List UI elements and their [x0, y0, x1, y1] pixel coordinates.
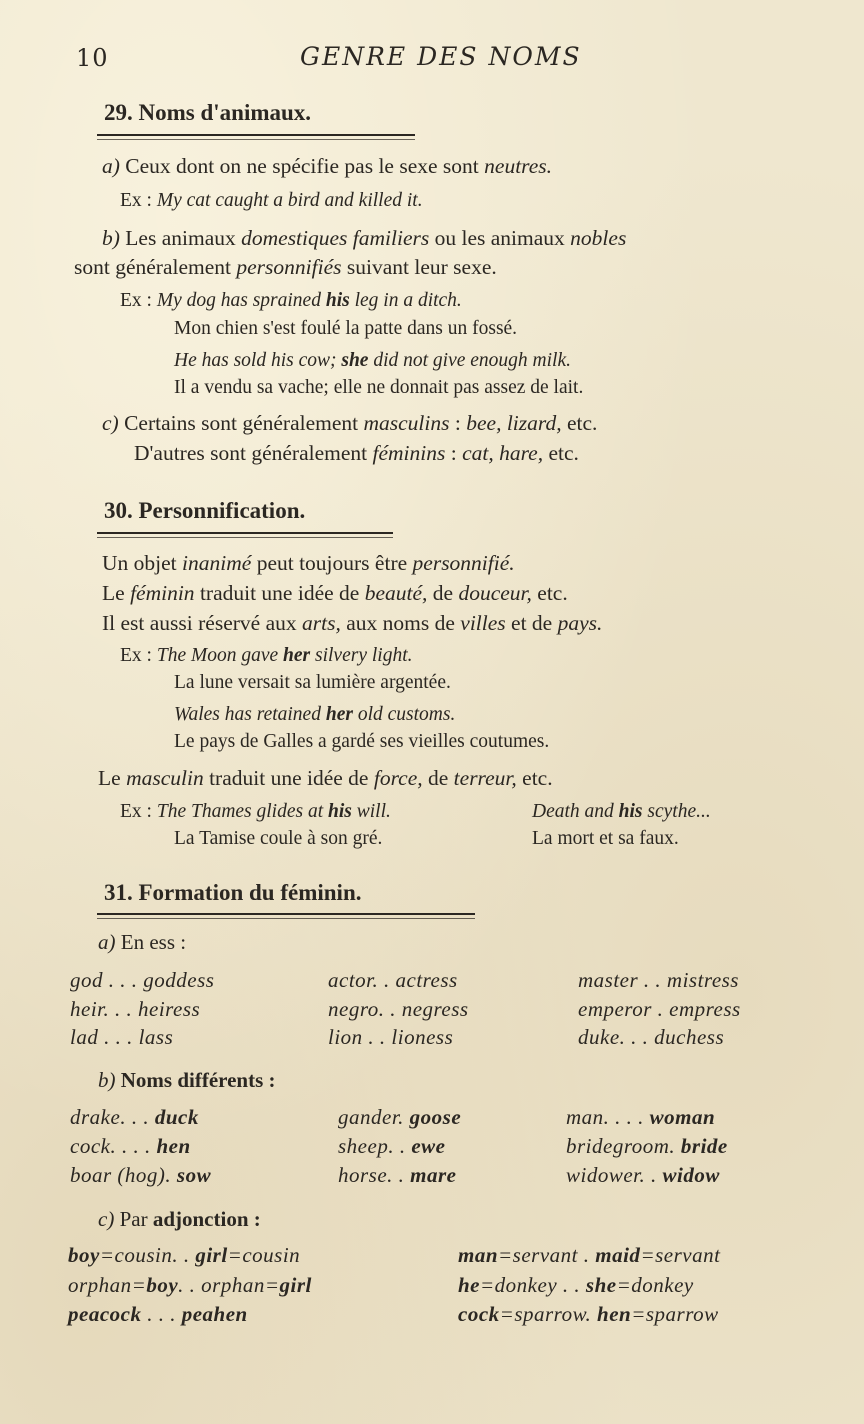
marker: b): [98, 1068, 116, 1092]
text: :: [445, 441, 463, 465]
s29-a-text: Ceux dont on ne spécifie pas le sexe sont: [125, 154, 485, 178]
part: =servant: [640, 1243, 721, 1267]
emph: féminin: [130, 581, 195, 605]
noun-pair: [338, 1105, 461, 1130]
s30-translation1: La lune versait sa lumière argentée.: [174, 672, 451, 693]
s29-b-example2: [174, 350, 571, 372]
emph: masculins: [363, 411, 450, 435]
s30-line1: [102, 551, 515, 576]
compound-pair: [458, 1302, 719, 1327]
ess-pair: actor. . actress: [328, 968, 458, 992]
emph: domestiques familiers: [241, 226, 430, 250]
s29-b-line1: [102, 226, 626, 251]
noun-pair: [70, 1163, 211, 1188]
marker: a): [98, 930, 116, 954]
s30-example4: [532, 801, 711, 823]
label-bold: adjonction :: [152, 1207, 261, 1231]
emph: masculin: [126, 766, 204, 790]
part: girl: [195, 1243, 228, 1267]
fem: widow: [662, 1163, 720, 1187]
text: etc.: [543, 441, 579, 465]
text: Certains sont généralement: [124, 411, 364, 435]
section-29-rule: [97, 134, 415, 136]
masc: bridegroom.: [566, 1134, 681, 1158]
text: sont généralement: [74, 255, 237, 279]
compound-pair: [458, 1243, 720, 1268]
part: man: [458, 1243, 499, 1267]
section-29-heading: 29. Noms d'animaux.: [104, 100, 312, 125]
text: Un objet: [102, 551, 183, 575]
compound-pair: [458, 1273, 694, 1298]
text: traduit une idée de: [203, 766, 374, 790]
label-text: Par: [114, 1207, 153, 1231]
text: de: [422, 766, 454, 790]
ex-label: Ex :: [120, 801, 152, 822]
part: =donkey . .: [480, 1273, 586, 1297]
text: etc.: [561, 411, 598, 435]
part: =sparrow.: [499, 1302, 598, 1326]
section-29-rule-thin: [97, 139, 415, 140]
s31-b-label: [98, 1068, 276, 1093]
part: . . .: [141, 1302, 182, 1326]
noun-pair: [70, 1134, 191, 1159]
s29-b-translation1: Mon chien s'est foulé la patte dans un fossé.: [174, 318, 518, 339]
section-31-rule-thin: [97, 918, 475, 919]
s30-translation4: La mort et sa faux.: [532, 828, 679, 849]
noun-pair: [566, 1134, 728, 1159]
text: etc.: [531, 581, 568, 605]
emph: personnifiés: [236, 255, 342, 279]
text: peut toujours être: [251, 551, 413, 575]
example-text: silvery light.: [310, 645, 413, 666]
s29-a-line: [102, 154, 552, 179]
text: etc.: [516, 766, 553, 790]
s29-a-example: [120, 190, 423, 212]
part: peacock: [68, 1302, 142, 1326]
example-text: My cat caught a bird and killed it.: [156, 190, 423, 211]
compound-pair: [68, 1273, 312, 1298]
section-30-heading: 30. Personnification.: [104, 498, 306, 523]
marker: c): [98, 1207, 115, 1231]
example-bold: his: [325, 290, 350, 311]
ess-pair: god . . . goddess: [70, 968, 215, 992]
part: . . orphan=: [178, 1273, 280, 1297]
noun-pair: [566, 1105, 715, 1130]
page-number: 10: [76, 44, 109, 72]
s30-example1: [120, 645, 412, 667]
example-text: Death and: [532, 801, 619, 822]
emph: féminins: [372, 441, 446, 465]
noun-pair: [338, 1163, 457, 1188]
example-text: Wales has retained: [174, 704, 326, 725]
emph: bee, lizard,: [466, 411, 562, 435]
text: ou les animaux: [429, 226, 571, 250]
part: cock: [458, 1302, 500, 1326]
ess-pair: negro. . negress: [328, 997, 469, 1021]
text: Le: [98, 766, 127, 790]
masc: gander.: [338, 1105, 410, 1129]
text: suivant leur sexe.: [341, 255, 497, 279]
s30-translation3: La Tamise coule à son gré.: [174, 828, 383, 849]
masc: cock. . . .: [70, 1134, 157, 1158]
s29-c-marker: c): [102, 411, 119, 435]
part: girl: [279, 1273, 312, 1297]
text: :: [449, 411, 467, 435]
s29-b-translation2: Il a vendu sa vache; elle ne donnait pas assez de lait.: [174, 377, 584, 398]
masc: horse. .: [338, 1163, 411, 1187]
s29-a-emph: neutres.: [484, 154, 553, 178]
fem: goose: [409, 1105, 462, 1129]
emph: personnifié.: [412, 551, 515, 575]
section-30-rule-thin: [97, 537, 393, 538]
emph: terreur,: [453, 766, 517, 790]
section-30-rule: [97, 532, 393, 534]
example-text: did not give enough milk.: [368, 350, 572, 371]
emph: beauté,: [364, 581, 428, 605]
part: =cousin. .: [99, 1243, 196, 1267]
emph: douceur,: [458, 581, 532, 605]
example-text: My dog has sprained: [156, 290, 326, 311]
emph: arts,: [302, 611, 341, 635]
fem: sow: [176, 1163, 212, 1187]
example-text: leg in a ditch.: [349, 290, 462, 311]
masc: boar (hog).: [70, 1163, 177, 1187]
part: he: [458, 1273, 480, 1297]
example-bold: his: [618, 801, 643, 822]
s30-line4: [98, 766, 553, 791]
s31-c-label: [98, 1207, 261, 1232]
label-text: En ess :: [115, 930, 187, 954]
ess-pair: lad . . . lass: [70, 1025, 174, 1049]
ess-pair: heir. . . heiress: [70, 997, 201, 1021]
noun-pair: [70, 1105, 199, 1130]
text: traduit une idée de: [194, 581, 365, 605]
part: =sparrow: [631, 1302, 719, 1326]
s30-line2: [102, 581, 568, 606]
part: maid: [595, 1243, 641, 1267]
s29-c-line2: [134, 441, 579, 466]
text: aux noms de: [340, 611, 461, 635]
emph: pays.: [557, 611, 603, 635]
text: D'autres sont généralement: [134, 441, 373, 465]
example-bold: his: [328, 801, 352, 822]
compound-pair: [68, 1243, 300, 1268]
section-31-rule: [97, 913, 475, 915]
ex-label: Ex :: [120, 190, 152, 211]
ess-pair: lion . . lioness: [328, 1025, 454, 1049]
part: boy: [146, 1273, 179, 1297]
example-text: The Moon gave: [156, 645, 284, 666]
label-text: Noms différents :: [115, 1068, 276, 1092]
text: de: [427, 581, 459, 605]
part: boy: [68, 1243, 100, 1267]
section-31-heading: 31. Formation du féminin.: [104, 880, 362, 905]
emph: cat, hare,: [462, 441, 544, 465]
part: hen: [597, 1302, 632, 1326]
running-head: GENRE DES NOMS: [300, 42, 582, 71]
noun-pair: [566, 1163, 720, 1188]
s29-a-marker: a): [102, 154, 120, 178]
fem: ewe: [411, 1134, 446, 1158]
s29-b-marker: b): [102, 226, 120, 250]
example-text: The Thames glides at: [156, 801, 329, 822]
fem: duck: [154, 1105, 199, 1129]
example-text: will.: [351, 801, 391, 822]
text: Le: [102, 581, 131, 605]
s29-b-example1: [120, 290, 462, 312]
part: orphan=: [68, 1273, 147, 1297]
text: Les animaux: [125, 226, 242, 250]
compound-pair: [68, 1302, 248, 1327]
s31-a-label: [98, 930, 186, 955]
example-text: He has sold his cow;: [174, 350, 342, 371]
fem: woman: [649, 1105, 716, 1129]
part: =servant .: [498, 1243, 596, 1267]
ess-pair: master . . mistress: [578, 968, 739, 992]
emph: villes: [460, 611, 506, 635]
text: et de: [505, 611, 558, 635]
masc: man. . . .: [566, 1105, 650, 1129]
emph: inanimé: [182, 551, 252, 575]
s30-line3: [102, 611, 602, 636]
part: she: [585, 1273, 617, 1297]
part: peahen: [181, 1302, 248, 1326]
s30-translation2: Le pays de Galles a gardé ses vieilles coutumes.: [174, 731, 550, 752]
example-text: old customs.: [352, 704, 456, 725]
emph: nobles: [570, 226, 627, 250]
ex-label: Ex :: [120, 290, 152, 311]
example-bold: she: [341, 350, 369, 371]
fem: bride: [680, 1134, 728, 1158]
emph: force,: [373, 766, 423, 790]
masc: drake. . .: [70, 1105, 155, 1129]
ex-label: Ex :: [120, 645, 152, 666]
ess-pair: duke. . . duchess: [578, 1025, 725, 1049]
ess-pair: emperor . empress: [578, 997, 741, 1021]
fem: mare: [410, 1163, 457, 1187]
s30-example2: [174, 704, 455, 726]
part: =cousin: [227, 1243, 301, 1267]
fem: hen: [156, 1134, 191, 1158]
part: =donkey: [616, 1273, 694, 1297]
noun-pair: [338, 1134, 445, 1159]
s29-c-line1: [102, 411, 597, 436]
s30-example3: [120, 801, 391, 823]
example-text: scythe...: [642, 801, 711, 822]
s29-b-line2: [74, 255, 497, 280]
masc: widower. .: [566, 1163, 663, 1187]
text: Il est aussi réservé aux: [102, 611, 302, 635]
example-bold: her: [283, 645, 311, 666]
masc: sheep. .: [338, 1134, 412, 1158]
example-bold: her: [325, 704, 353, 725]
